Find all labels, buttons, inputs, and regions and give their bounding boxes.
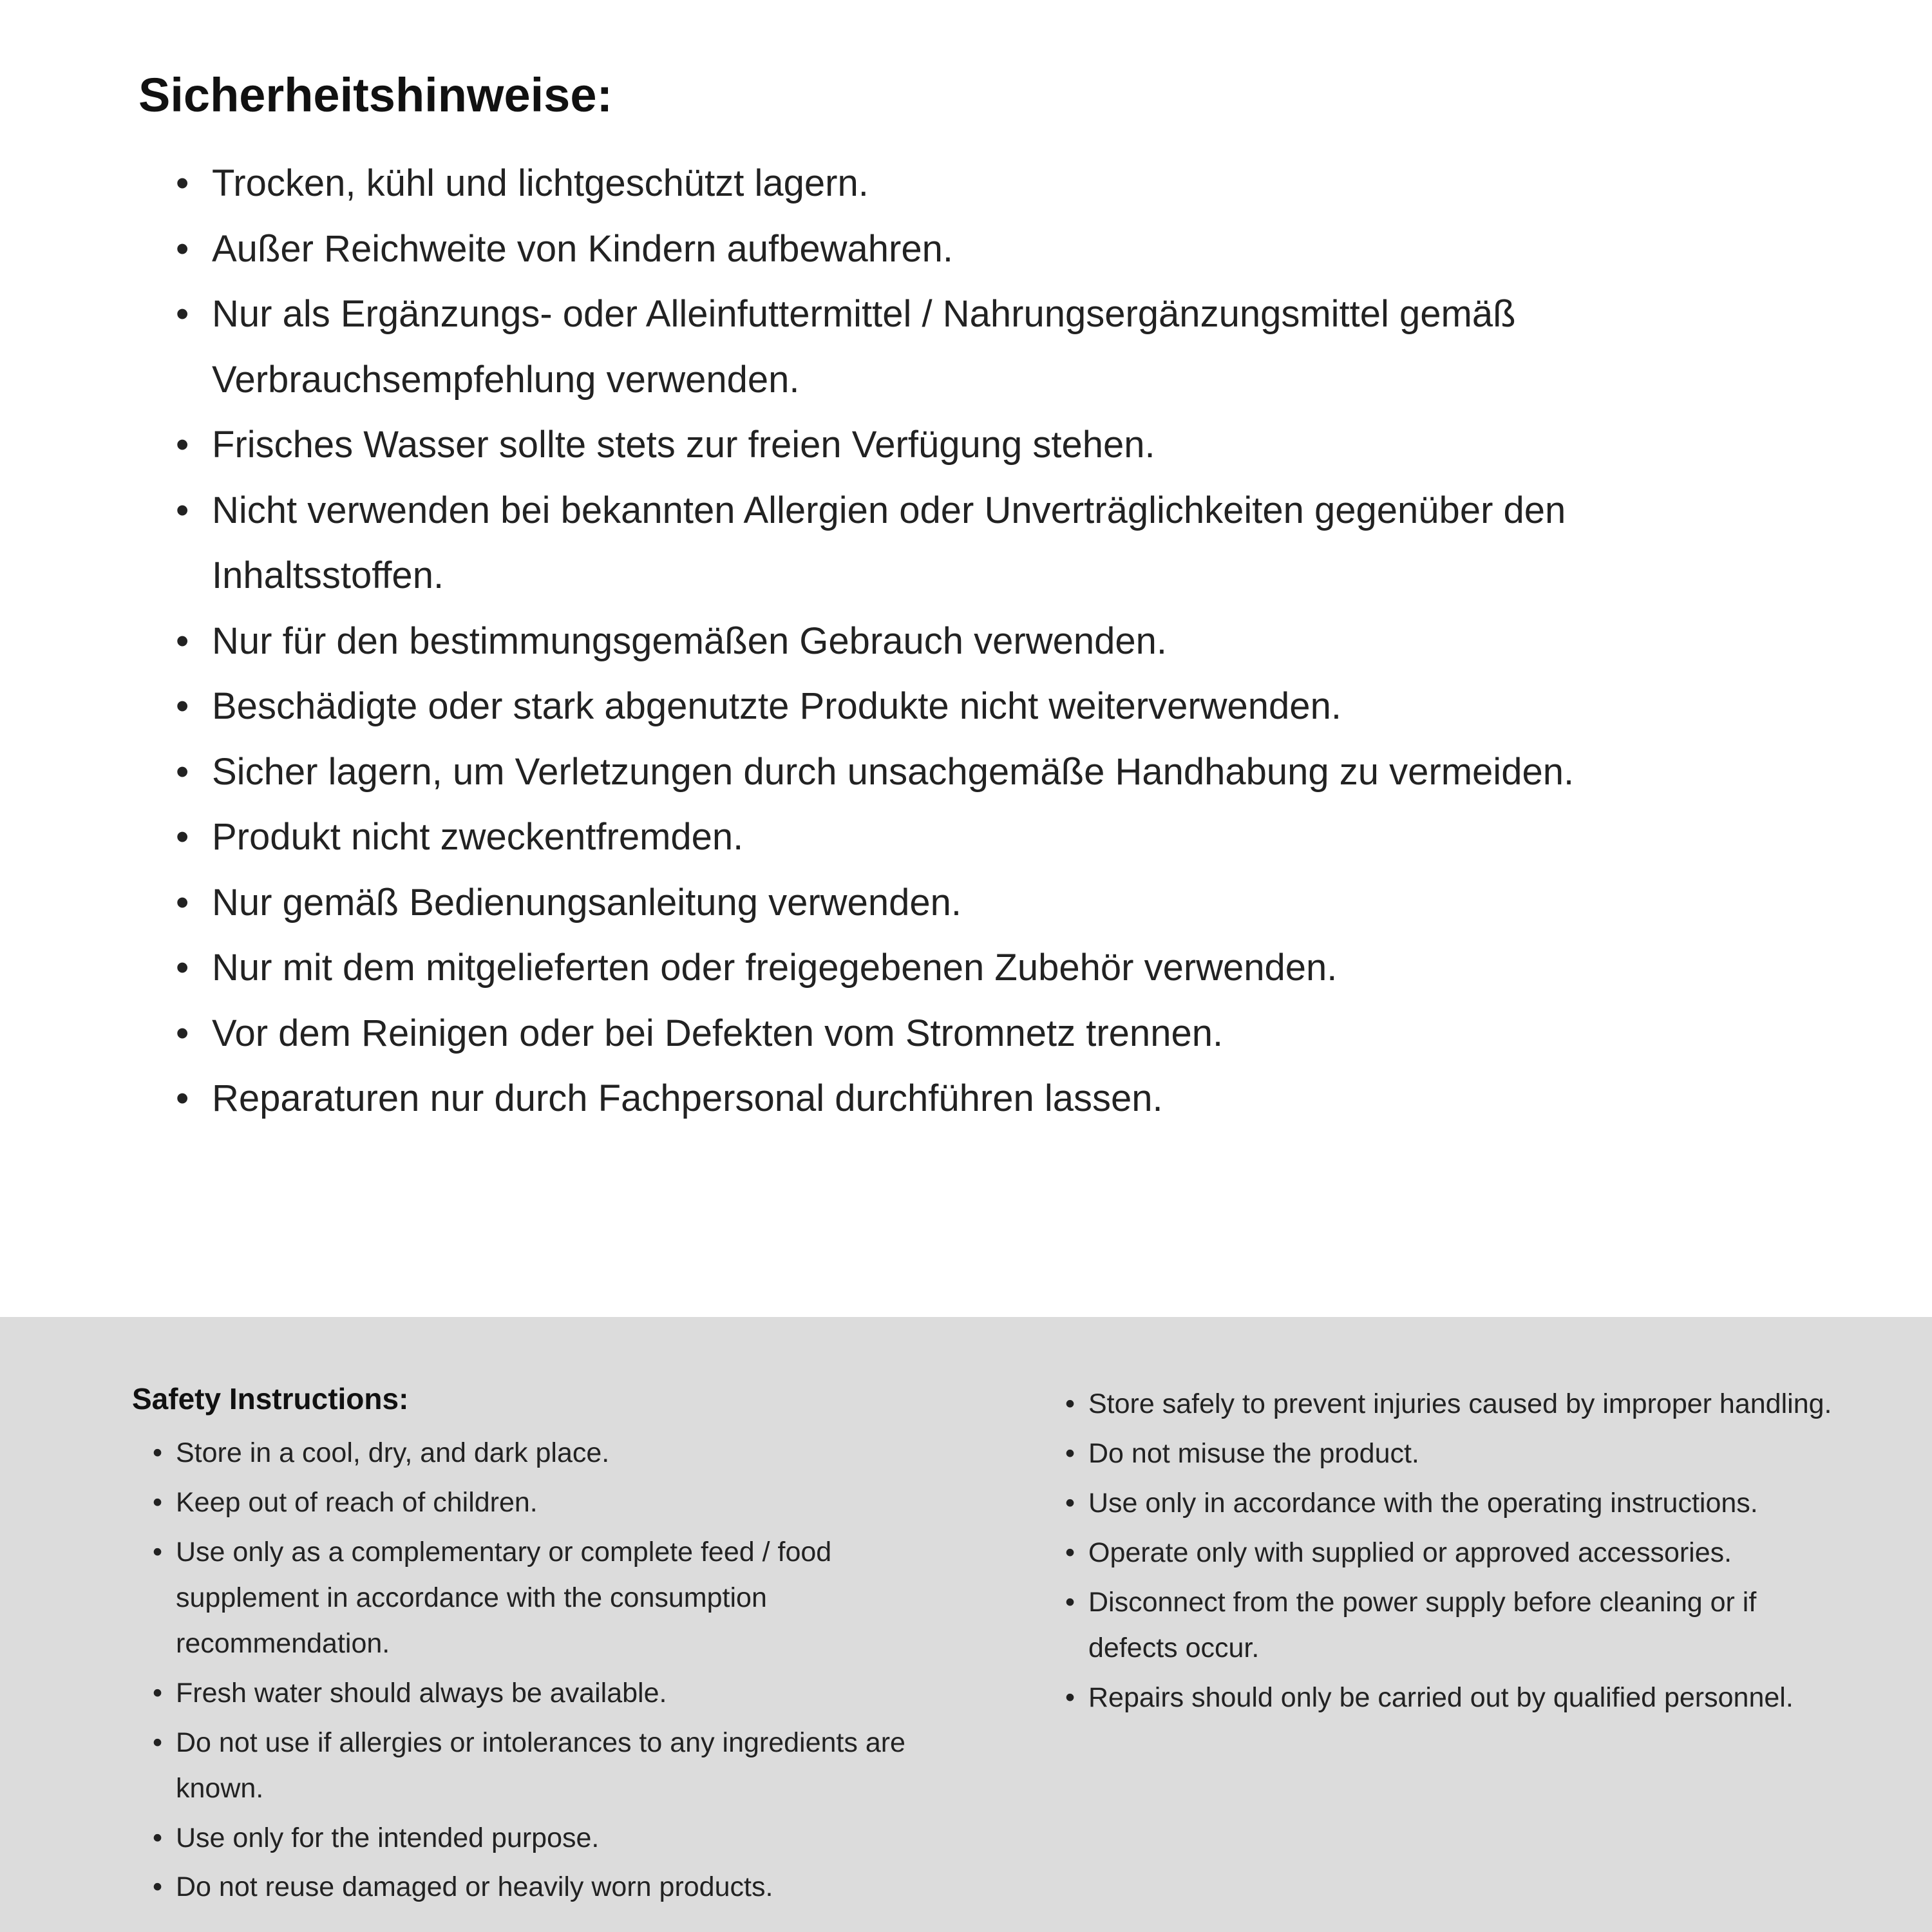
bullet-item: • Use only in accordance with the operating instructions. — [1063, 1481, 1835, 1526]
bullet-item: • Do not reuse damaged or heavily worn products. — [150, 1864, 911, 1910]
bullet-item: • Fresh water should always be available. — [150, 1671, 911, 1716]
bullet-item: • Trocken, kühl und lichtgeschützt lagern. — [176, 151, 1784, 216]
english-right-column — [1063, 1381, 1835, 1725]
english-safety-list-left — [150, 1430, 911, 1910]
english-section-title: Safety Instructions: — [132, 1382, 409, 1416]
bullet-item: • Nur gemäß Bedienungsanleitung verwenden. — [176, 870, 1784, 936]
bullet-item: • Reparaturen nur durch Fachpersonal durchführen lassen. — [176, 1066, 1784, 1132]
bullet-item: • Nur für den bestimmungsgemäßen Gebrauch verwenden. — [176, 609, 1784, 674]
bullet-item: • Do not misuse the product. — [1063, 1431, 1835, 1477]
german-section-title: Sicherheitshinweise: — [138, 68, 613, 122]
bullet-item: • Operate only with supplied or approved accessories. — [1063, 1530, 1835, 1576]
bullet-item: • Repairs should only be carried out by qualified personnel. — [1063, 1675, 1835, 1721]
bullet-item: • Do not use if allergies or intolerances to any ingredients are known. — [150, 1720, 911, 1812]
bullet-item: • Nur als Ergänzungs- oder Alleinfuttermittel / Nahrungsergänzungsmittel gemäß Verbrauchsempfehlung verwenden. — [176, 281, 1784, 412]
bullet-item: • Nur mit dem mitgelieferten oder freigegebenen Zubehör verwenden. — [176, 935, 1784, 1001]
bullet-item: • Use only as a complementary or complete feed / food supplement in accordance with the consumption recommendation. — [150, 1530, 911, 1667]
bullet-item: • Store safely to prevent injuries caused by improper handling. — [1063, 1381, 1835, 1427]
bullet-item: • Vor dem Reinigen oder bei Defekten vom Stromnetz trennen. — [176, 1001, 1784, 1066]
bullet-item: • Sicher lagern, um Verletzungen durch unsachgemäße Handhabung zu vermeiden. — [176, 739, 1784, 805]
bullet-item: • Beschädigte oder stark abgenutzte Produkte nicht weiterverwenden. — [176, 674, 1784, 739]
english-left-column — [132, 1381, 911, 1914]
german-safety-list — [176, 151, 1784, 1132]
bullet-item: • Store in a cool, dry, and dark place. — [150, 1430, 911, 1476]
english-safety-list-right — [1063, 1381, 1835, 1721]
bullet-item: • Produkt nicht zweckentfremden. — [176, 804, 1784, 870]
bullet-item: • Außer Reichweite von Kindern aufbewahren. — [176, 216, 1784, 282]
bullet-item: • Nicht verwenden bei bekannten Allergien oder Unverträglichkeiten gegenüber den Inhaltsstoffen. — [176, 478, 1784, 609]
bullet-item: • Keep out of reach of children. — [150, 1480, 911, 1526]
bullet-item: • Frisches Wasser sollte stets zur freien Verfügung stehen. — [176, 412, 1784, 478]
bullet-item: • Use only for the intended purpose. — [150, 1815, 911, 1861]
bullet-item: • Disconnect from the power supply before cleaning or if defects occur. — [1063, 1580, 1835, 1671]
english-safety-section — [0, 1317, 1932, 1932]
